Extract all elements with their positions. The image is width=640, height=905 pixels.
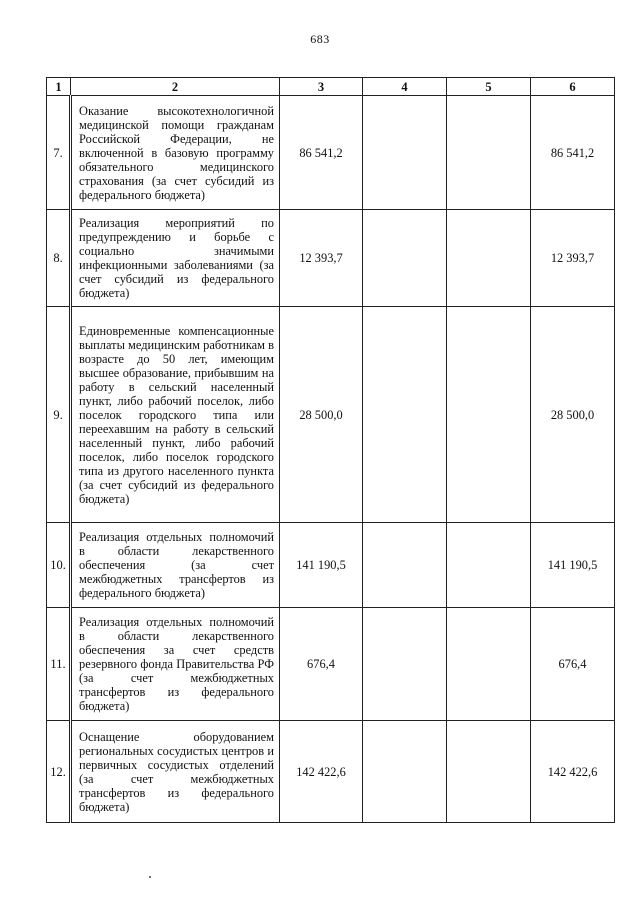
table-row bbox=[47, 210, 615, 307]
row-description: Оснащение оборудованием региональных сосудистых центров и первичных сосудистых отделений (за счет межбюджетных трансфертов из федерального бюджета) bbox=[71, 721, 280, 823]
row-col4-value bbox=[363, 523, 447, 608]
row-col3-value: 142 422,6 bbox=[280, 721, 363, 823]
row-col5-value bbox=[447, 608, 531, 721]
table-row bbox=[47, 608, 615, 721]
row-col5-value bbox=[447, 96, 531, 210]
row-col5-value bbox=[447, 210, 531, 307]
table-header bbox=[47, 78, 615, 96]
row-description: Единовременные компенсационные выплаты медицинским работникам в возрасте до 50 лет, имеющим высшее образование, прибывшим на работу в сельский населенный пункт, либо рабочий поселок, либо поселок городского типа или переехавшим на работу в сельский населенный пункт, либо рабочий поселок, либо поселок городского типа из другого населенного пункта (за счет субсидий из федерального бюджета) bbox=[71, 307, 280, 523]
row-col5-value bbox=[447, 307, 531, 523]
row-col3-value: 86 541,2 bbox=[280, 96, 363, 210]
column-header-2: 2 bbox=[71, 78, 280, 96]
column-header-4: 4 bbox=[363, 78, 447, 96]
row-col6-value: 676,4 bbox=[531, 608, 615, 721]
budget-table bbox=[46, 77, 615, 823]
row-description: Реализация мероприятий по предупреждению и борьбе с социально значимыми инфекционными заболеваниями (за счет субсидий из федерального бюджета) bbox=[71, 210, 280, 307]
table-row bbox=[47, 523, 615, 608]
scan-speck bbox=[149, 876, 151, 878]
row-col4-value bbox=[363, 210, 447, 307]
row-col5-value bbox=[447, 721, 531, 823]
row-col6-value: 141 190,5 bbox=[531, 523, 615, 608]
row-col6-value: 142 422,6 bbox=[531, 721, 615, 823]
row-col3-value: 676,4 bbox=[280, 608, 363, 721]
row-number: 12. bbox=[47, 721, 71, 823]
row-number: 10. bbox=[47, 523, 71, 608]
row-number: 7. bbox=[47, 96, 71, 210]
row-number: 8. bbox=[47, 210, 71, 307]
header-row bbox=[47, 78, 615, 96]
row-col4-value bbox=[363, 608, 447, 721]
row-col3-value: 28 500,0 bbox=[280, 307, 363, 523]
row-description: Реализация отдельных полномочий в области лекарственного обеспечения за счет средств резервного фонда Правительства РФ (за счет межбюджетных трансфертов из федерального бюджета) bbox=[71, 608, 280, 721]
row-col3-value: 12 393,7 bbox=[280, 210, 363, 307]
table-row bbox=[47, 721, 615, 823]
row-number: 9. bbox=[47, 307, 71, 523]
row-col5-value bbox=[447, 523, 531, 608]
table-row bbox=[47, 307, 615, 523]
row-description: Реализация отдельных полномочий в области лекарственного обеспечения (за счет межбюджетных трансфертов из федерального бюджета) bbox=[71, 523, 280, 608]
page-number: 683 bbox=[310, 32, 330, 46]
row-col6-value: 28 500,0 bbox=[531, 307, 615, 523]
table-row bbox=[47, 96, 615, 210]
row-description: Оказание высокотехнологичной медицинской помощи гражданам Российской Федерации, не включенной в базовую программу обязательного медицинского страхования (за счет субсидий из федерального бюджета) bbox=[71, 96, 280, 210]
row-col6-value: 86 541,2 bbox=[531, 96, 615, 210]
table-body bbox=[47, 96, 615, 823]
column-header-1: 1 bbox=[47, 78, 71, 96]
row-col3-value: 141 190,5 bbox=[280, 523, 363, 608]
column-header-5: 5 bbox=[447, 78, 531, 96]
column-header-6: 6 bbox=[531, 78, 615, 96]
column-header-3: 3 bbox=[280, 78, 363, 96]
row-col4-value bbox=[363, 307, 447, 523]
row-col4-value bbox=[363, 721, 447, 823]
row-number: 11. bbox=[47, 608, 71, 721]
row-col4-value bbox=[363, 96, 447, 210]
row-col6-value: 12 393,7 bbox=[531, 210, 615, 307]
